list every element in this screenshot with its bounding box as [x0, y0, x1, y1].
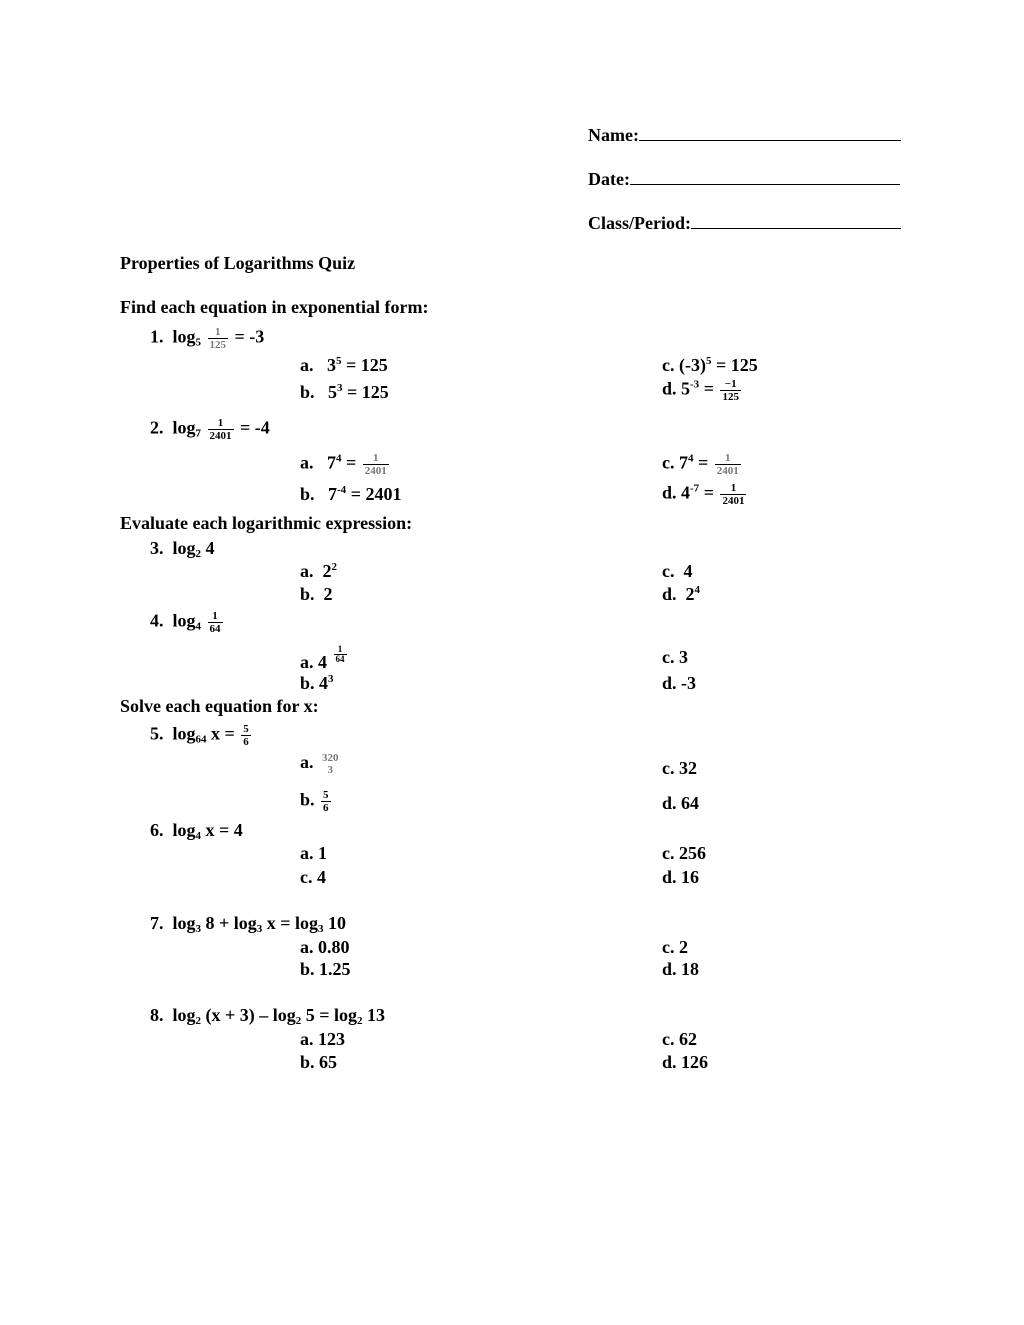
question-number: 2.: [150, 417, 164, 438]
date-blank-line[interactable]: [630, 166, 900, 185]
q3-option-d[interactable]: d. $2^4$: [662, 584, 701, 604]
q6-option-b[interactable]: c. 4: [300, 867, 326, 887]
class-period-field: [588, 210, 901, 234]
name-label: Name:: [588, 125, 639, 145]
question-number: 5.: [150, 723, 164, 744]
question-8: 8. $\log_2 (x + 3) - \log_2 5 = \log_2 13$: [150, 1005, 386, 1027]
fraction: $\frac{1}{2401}$: [209, 417, 232, 442]
name-blank-line[interactable]: [639, 122, 901, 141]
fraction: $\frac{1}{2401}$: [364, 452, 387, 477]
question-number: 8.: [150, 1005, 164, 1025]
question-number: 6.: [150, 820, 164, 840]
q4-option-a[interactable]: a. 4 $\frac{1}{64}$: [300, 644, 345, 672]
name-field: [588, 122, 901, 146]
q7-option-b[interactable]: b. 1.25: [300, 959, 351, 979]
date-field: [588, 166, 900, 190]
q7-option-d[interactable]: d. 18: [662, 959, 700, 979]
q5-option-c[interactable]: c. 32: [662, 758, 697, 778]
q8-option-a[interactable]: a. 123: [300, 1029, 345, 1049]
q8-option-b[interactable]: b. 65: [300, 1052, 338, 1072]
q2-option-a[interactable]: a. $7^4$ = $\frac{1}{2401}$: [300, 452, 387, 477]
question-6: 6. $\log_4 x = 4$: [150, 820, 243, 842]
fraction: $\frac{1}{64}$: [209, 610, 221, 635]
q6-option-a[interactable]: a. 1: [300, 843, 327, 863]
question-7: 7. $\log_3 8 + \log_3 x = \log_3 10$: [150, 913, 347, 935]
q4-option-c[interactable]: c. 3: [662, 647, 688, 667]
q6-option-c[interactable]: c. 256: [662, 843, 706, 863]
question-4: 4. $\log_4$ $\frac{1}{64}$: [150, 610, 221, 635]
q2-option-c[interactable]: c. $7^4$ = $\frac{1}{2401}$: [662, 452, 739, 477]
quiz-title: Properties of Logarithms Quiz: [120, 253, 356, 273]
equation-rhs: = -3: [234, 326, 265, 347]
equation-rhs: = -4: [240, 417, 270, 438]
q1-option-c[interactable]: c. $(-3)^5 = 125$: [662, 355, 758, 375]
q1-option-b[interactable]: b. $5^3 = 125$: [300, 382, 389, 402]
date-label: Date:: [588, 169, 630, 189]
fraction: $\frac{-1}{125}$: [722, 378, 739, 403]
question-number: 1.: [150, 326, 164, 347]
class-period-blank-line[interactable]: [691, 210, 901, 229]
log-base: 5: [195, 336, 202, 349]
log-text: log: [172, 326, 196, 347]
q1-option-d[interactable]: d. $5^{-3}$ = $\frac{-1}{125}$: [662, 378, 739, 403]
q7-option-a[interactable]: a. 0.80: [300, 937, 350, 957]
q5-option-a[interactable]: a. 320 3: [300, 752, 339, 776]
section-heading-evaluate: Evaluate each logarithmic expression:: [120, 513, 413, 533]
q3-option-a[interactable]: a. $2^2$: [300, 561, 337, 581]
q6-option-d[interactable]: d. 16: [662, 867, 700, 887]
question-3: 3. $\log_2 4$: [150, 538, 215, 560]
q4-option-d[interactable]: d. -3: [662, 673, 697, 693]
q1-option-a[interactable]: a. $3^5 = 125$: [300, 355, 388, 375]
log-base: 7: [195, 427, 202, 440]
question-1: [150, 326, 264, 351]
section-heading-solve-for-x: Solve each equation for x:: [120, 696, 319, 716]
question-number: 7.: [150, 913, 164, 933]
question-number: 4.: [150, 610, 164, 631]
log-text: log: [172, 417, 196, 438]
fraction: 320 3: [322, 752, 339, 776]
q3-option-c[interactable]: c. 4: [662, 561, 693, 581]
fraction: $\frac{1}{125}$: [209, 326, 227, 351]
question-5: 5. $\log_{64} x$ = $\frac{5}{6}$: [150, 723, 249, 748]
section-heading-exponential-form: Find each equation in exponential form:: [120, 297, 429, 317]
q5-option-d[interactable]: d. 64: [662, 793, 700, 813]
question-2: [150, 417, 270, 442]
fraction: $\frac{5}{6}$: [323, 789, 329, 814]
q2-option-d[interactable]: d. $4^{-7}$ = $\frac{1}{2401}$: [662, 482, 745, 507]
class-period-label: Class/Period:: [588, 213, 691, 233]
q3-option-b[interactable]: b. 2: [300, 584, 333, 604]
q8-option-d[interactable]: d. 126: [662, 1052, 709, 1072]
fraction: $\frac{5}{6}$: [243, 723, 249, 748]
question-number: 3.: [150, 538, 164, 558]
q2-option-b[interactable]: b. $7^{-4} = 2401$: [300, 484, 402, 504]
fraction: $\frac{1}{2401}$: [722, 482, 745, 507]
q8-option-c[interactable]: c. 62: [662, 1029, 697, 1049]
q5-option-b[interactable]: b. $\frac{5}{6}$: [300, 789, 329, 814]
q7-option-c[interactable]: c. 2: [662, 937, 688, 957]
fraction: $\frac{1}{2401}$: [716, 452, 739, 477]
q4-option-b[interactable]: b. $4^3$: [300, 673, 334, 693]
fraction: $\frac{1}{64}$: [335, 644, 345, 664]
